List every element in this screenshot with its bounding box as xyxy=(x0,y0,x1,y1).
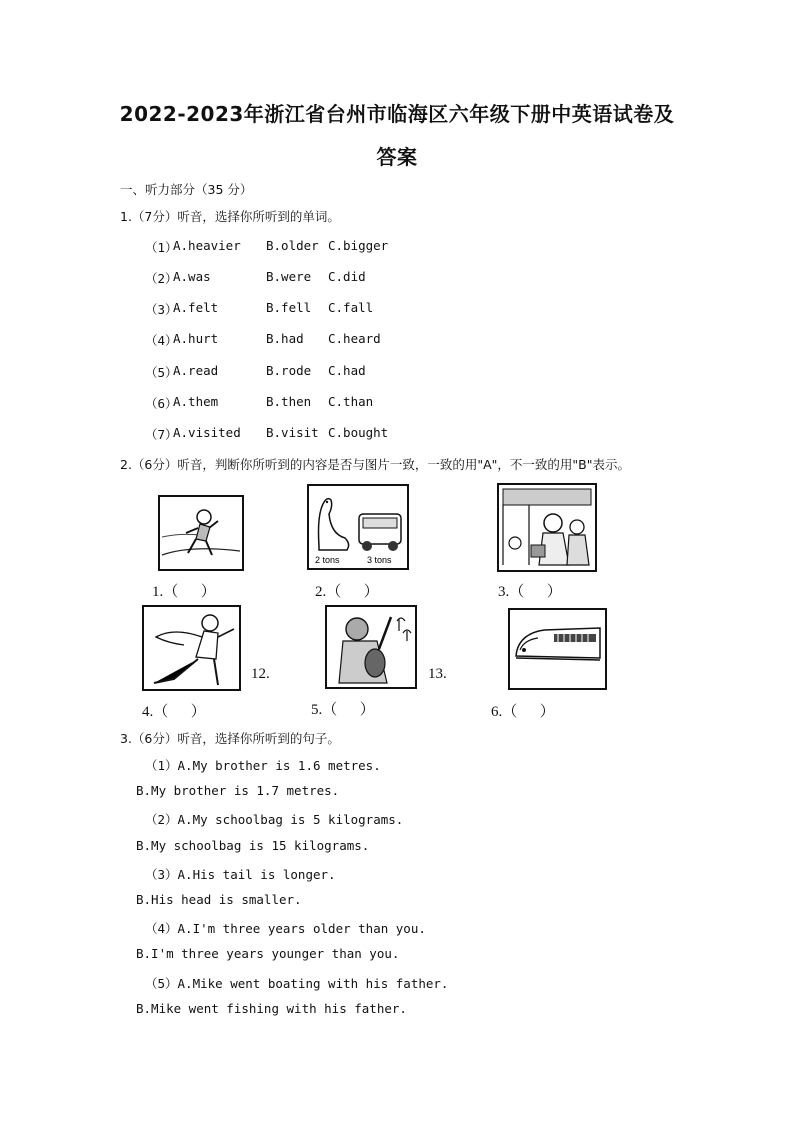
q1-option-c: C.fall xyxy=(328,300,374,315)
q1-option-c: C.had xyxy=(328,363,366,378)
q1-option-b: B.had xyxy=(266,331,304,346)
q3-sentence-option: （4）A.I'm three years older than you. xyxy=(145,921,426,936)
picture-girl-with-pipa xyxy=(325,605,417,689)
q1-option-a: A.read xyxy=(173,363,219,378)
q3-sentence-option: （5）A.Mike went boating with his father. xyxy=(145,976,449,991)
q3-sentence-option: （1）A.My brother is 1.6 metres. xyxy=(145,758,381,773)
q1-option-a: A.was xyxy=(173,269,211,284)
picture-tai-chi-man xyxy=(142,605,241,691)
q1-option-b: B.then xyxy=(266,394,312,409)
q1-option-c: C.bigger xyxy=(328,238,389,253)
picture-high-speed-train xyxy=(508,608,607,690)
q1-option-b: B.were xyxy=(266,269,312,284)
q3-sentence-option: （2）A.My schoolbag is 5 kilograms. xyxy=(145,812,404,827)
q1-item-number: （3） xyxy=(145,302,178,317)
q1-option-b: B.fell xyxy=(266,300,312,315)
q3-sentence-option: B.I'm three years younger than you. xyxy=(136,946,400,961)
picture-3-caption: 3.（ ） xyxy=(498,584,562,600)
pic2-label-2-tons: 2 tons xyxy=(315,555,340,565)
q1-option-a: A.heavier xyxy=(173,238,241,253)
q1-item-number: （4） xyxy=(145,333,178,348)
q1-item-number: （1） xyxy=(145,240,178,255)
q1-option-c: C.did xyxy=(328,269,366,284)
section-heading-listening: 一、听力部分（35 分） xyxy=(120,182,253,197)
dinosaur-car-illustration xyxy=(309,486,407,568)
train-illustration xyxy=(510,610,605,688)
q1-option-b: B.visit xyxy=(266,425,319,440)
picture-dinosaur-and-car xyxy=(307,484,409,570)
pipa-girl-illustration xyxy=(327,607,415,687)
tai-chi-illustration xyxy=(144,607,239,689)
document-title-line-1: 2022-2023年浙江省台州市临海区六年级下册中英语试卷及 xyxy=(119,102,675,126)
picture-1-caption: 1.（ ） xyxy=(152,584,216,600)
q1-item-number: （5） xyxy=(145,365,178,380)
picture-2-caption: 2.（ ） xyxy=(315,584,379,600)
picture-5-caption: 5.（ ） xyxy=(311,702,375,718)
picture-shopping-family xyxy=(497,483,597,572)
q1-option-c: C.than xyxy=(328,394,374,409)
picture-4-caption: 4.（ ） xyxy=(142,704,206,720)
q1-option-a: A.felt xyxy=(173,300,219,315)
pic2-label-3-tons: 3 tons xyxy=(367,555,392,565)
side-label-12: 12. xyxy=(251,666,270,682)
document-title-line-2: 答案 xyxy=(376,145,418,169)
question-2-heading: 2.（6分）听音，判断你所听到的内容是否与图片一致，一致的用"A"，不一致的用"B"表示。 xyxy=(120,457,631,472)
q3-sentence-option: B.Mike went fishing with his father. xyxy=(136,1001,407,1016)
q1-item-number: （2） xyxy=(145,271,178,286)
q3-sentence-option: B.His head is smaller. xyxy=(136,892,302,907)
q1-option-b: B.rode xyxy=(266,363,312,378)
question-3-heading: 3.（6分）听音，选择你所听到的句子。 xyxy=(120,731,340,746)
picture-running-boy xyxy=(158,495,244,571)
q1-item-number: （6） xyxy=(145,396,178,411)
q1-option-a: A.hurt xyxy=(173,331,219,346)
q1-option-a: A.them xyxy=(173,394,219,409)
q1-option-b: B.older xyxy=(266,238,319,253)
question-1-heading: 1.（7分）听音，选择你所听到的单词。 xyxy=(120,209,340,224)
q3-sentence-option: B.My schoolbag is 15 kilograms. xyxy=(136,838,370,853)
q1-option-c: C.bought xyxy=(328,425,389,440)
q1-item-number: （7） xyxy=(145,427,178,442)
shopping-family-illustration xyxy=(499,485,595,570)
running-boy-illustration xyxy=(160,497,242,569)
side-label-13: 13. xyxy=(428,666,447,682)
picture-6-caption: 6.（ ） xyxy=(491,704,555,720)
q1-option-c: C.heard xyxy=(328,331,381,346)
q3-sentence-option: B.My brother is 1.7 metres. xyxy=(136,783,340,798)
q3-sentence-option: （3）A.His tail is longer. xyxy=(145,867,336,882)
q1-option-a: A.visited xyxy=(173,425,241,440)
